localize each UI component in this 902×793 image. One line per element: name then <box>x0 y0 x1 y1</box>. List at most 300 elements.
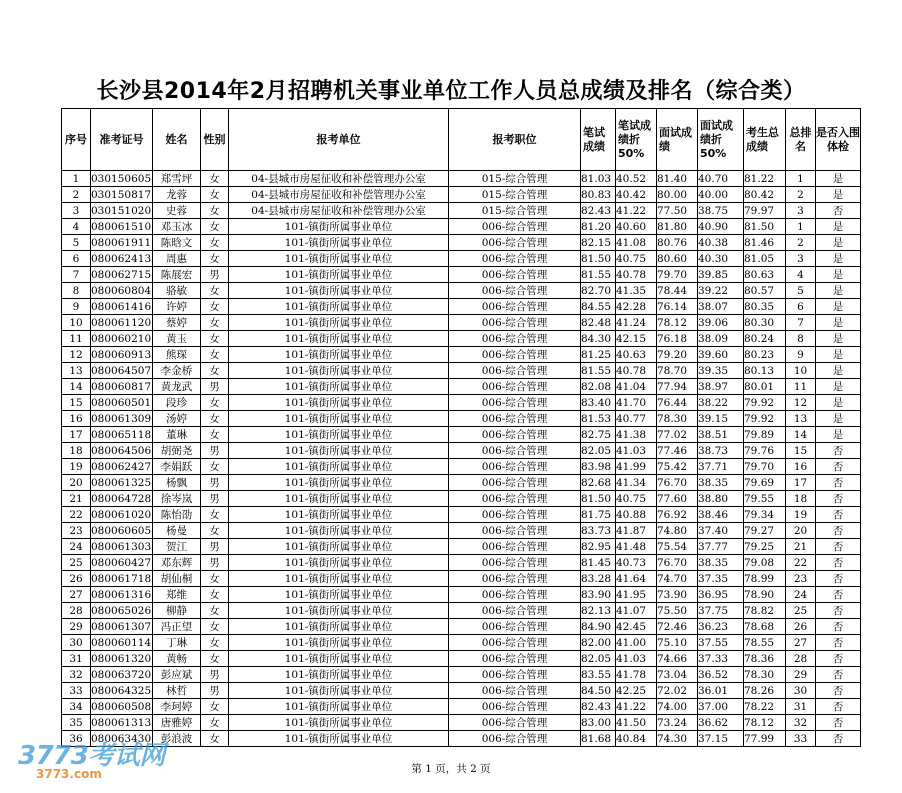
cell-seq: 2 <box>62 187 91 203</box>
cell-written-score: 82.13 <box>581 603 616 619</box>
cell-rank: 10 <box>786 363 816 379</box>
header-cell: 笔试成绩折50% <box>616 109 657 171</box>
cell-exam-number: 080061416 <box>91 300 152 313</box>
cell-physical-exam: 是 <box>816 363 861 379</box>
cell-written-50: 41.48 <box>616 539 657 555</box>
cell-gender: 女 <box>201 331 229 347</box>
cell-physical-exam: 是 <box>816 331 861 347</box>
cell-interview-score: 77.50 <box>657 203 698 219</box>
cell-seq: 16 <box>62 411 91 427</box>
table-row <box>62 395 861 411</box>
cell-written-score: 81.50 <box>581 491 616 507</box>
header-cell: 面试成绩折50% <box>698 109 744 171</box>
cell-interview-score: 77.94 <box>657 379 698 395</box>
cell-total-score: 80.01 <box>744 379 786 395</box>
cell-written-score: 83.98 <box>581 459 616 475</box>
cell-unit: 101-镇街所属事业单位 <box>229 619 449 635</box>
cell-total-score: 80.13 <box>744 363 786 379</box>
cell-seq: 17 <box>62 427 91 443</box>
cell-rank: 2 <box>786 235 816 251</box>
cell-total-score: 79.25 <box>744 539 786 555</box>
cell-rank: 27 <box>786 635 816 651</box>
cell-exam-number: 080060508 <box>91 700 152 713</box>
table-row <box>62 203 861 219</box>
cell-interview-50: 40.70 <box>698 171 744 187</box>
cell-physical-exam: 是 <box>816 283 861 299</box>
cell-name: 杨曼 <box>153 523 201 539</box>
header-cell: 报考单位 <box>229 109 449 171</box>
cell-name: 邓玉冰 <box>153 219 201 235</box>
cell-interview-50: 37.71 <box>698 459 744 475</box>
cell-interview-score: 76.44 <box>657 395 698 411</box>
cell-exam-number: 080062715 <box>91 268 152 281</box>
cell-written-score: 81.55 <box>581 363 616 379</box>
cell-interview-score: 72.46 <box>657 619 698 635</box>
table-row <box>62 171 861 187</box>
cell-total-score: 79.92 <box>744 411 786 427</box>
cell-written-50: 41.70 <box>616 395 657 411</box>
cell-interview-score: 73.90 <box>657 587 698 603</box>
cell-exam-number: 080062413 <box>91 252 152 265</box>
cell-position: 006-综合管理 <box>449 683 581 699</box>
cell-physical-exam: 否 <box>816 491 861 507</box>
cell-position: 006-综合管理 <box>449 395 581 411</box>
cell-rank: 29 <box>786 667 816 683</box>
cell-name: 郑维 <box>153 587 201 603</box>
cell-gender: 男 <box>201 443 229 459</box>
cell-total-score: 78.99 <box>744 571 786 587</box>
cell-gender: 男 <box>201 475 229 491</box>
cell-name: 陈怡劭 <box>153 507 201 523</box>
cell-written-score: 81.68 <box>581 731 616 747</box>
cell-written-50: 41.22 <box>616 699 657 715</box>
cell-position: 006-综合管理 <box>449 603 581 619</box>
cell-unit: 101-镇街所属事业单位 <box>229 267 449 283</box>
cell-interview-50: 37.75 <box>698 603 744 619</box>
table-row <box>62 651 861 667</box>
cell-unit: 101-镇街所属事业单位 <box>229 539 449 555</box>
cell-interview-score: 76.92 <box>657 507 698 523</box>
cell-interview-50: 40.00 <box>698 187 744 203</box>
cell-unit: 101-镇街所属事业单位 <box>229 347 449 363</box>
cell-interview-score: 74.00 <box>657 699 698 715</box>
cell-total-score: 79.97 <box>744 203 786 219</box>
header-cell: 笔试成绩 <box>581 109 616 171</box>
cell-interview-score: 76.14 <box>657 299 698 315</box>
cell-written-50: 40.60 <box>616 219 657 235</box>
table-row <box>62 315 861 331</box>
cell-interview-score: 80.76 <box>657 235 698 251</box>
cell-seq: 25 <box>62 555 91 571</box>
cell-seq: 6 <box>62 251 91 267</box>
cell-gender: 女 <box>201 235 229 251</box>
cell-physical-exam: 否 <box>816 603 861 619</box>
cell-written-score: 81.55 <box>581 267 616 283</box>
cell-interview-score: 75.54 <box>657 539 698 555</box>
cell-exam-number: 080064728 <box>91 492 152 505</box>
cell-total-score: 80.24 <box>744 331 786 347</box>
cell-total-score: 79.27 <box>744 523 786 539</box>
page-title: 长沙县2014年2月招聘机关事业单位工作人员总成绩及排名（综合类） <box>96 79 806 104</box>
results-table <box>61 108 861 747</box>
cell-exam-number: 080061303 <box>91 540 152 553</box>
cell-interview-50: 38.51 <box>698 427 744 443</box>
cell-exam-number: 080060501 <box>91 396 152 409</box>
cell-position: 006-综合管理 <box>449 475 581 491</box>
cell-seq: 35 <box>62 715 91 731</box>
cell-seq: 21 <box>62 491 91 507</box>
header-cell: 面试成绩 <box>657 109 698 171</box>
cell-interview-score: 77.02 <box>657 427 698 443</box>
cell-rank: 18 <box>786 491 816 507</box>
table-row <box>62 555 861 571</box>
cell-unit: 101-镇街所属事业单位 <box>229 379 449 395</box>
cell-interview-score: 80.60 <box>657 251 698 267</box>
cell-name: 林哲 <box>153 683 201 699</box>
cell-exam-number: 080060114 <box>91 636 152 649</box>
cell-interview-score: 76.18 <box>657 331 698 347</box>
cell-rank: 23 <box>786 571 816 587</box>
cell-written-score: 82.75 <box>581 427 616 443</box>
cell-interview-50: 36.62 <box>698 715 744 731</box>
cell-position: 006-综合管理 <box>449 347 581 363</box>
cell-interview-score: 75.50 <box>657 603 698 619</box>
cell-rank: 33 <box>786 731 816 747</box>
cell-total-score: 80.35 <box>744 299 786 315</box>
cell-position: 006-综合管理 <box>449 491 581 507</box>
cell-interview-50: 38.35 <box>698 555 744 571</box>
cell-seq: 24 <box>62 539 91 555</box>
cell-interview-score: 79.70 <box>657 267 698 283</box>
cell-physical-exam: 否 <box>816 715 861 731</box>
cell-physical-exam: 是 <box>816 411 861 427</box>
cell-unit: 101-镇街所属事业单位 <box>229 571 449 587</box>
cell-unit: 101-镇街所属事业单位 <box>229 235 449 251</box>
cell-physical-exam: 是 <box>816 395 861 411</box>
cell-position: 006-综合管理 <box>449 651 581 667</box>
cell-exam-number: 080062427 <box>91 460 152 473</box>
cell-gender: 女 <box>201 187 229 203</box>
header-cell: 是否入围体检 <box>816 109 861 171</box>
cell-gender: 男 <box>201 683 229 699</box>
cell-exam-number: 080060913 <box>91 348 152 361</box>
cell-interview-score: 78.30 <box>657 411 698 427</box>
cell-interview-50: 39.06 <box>698 315 744 331</box>
cell-exam-number: 080060210 <box>91 332 152 345</box>
cell-seq: 36 <box>62 731 91 747</box>
cell-unit: 101-镇街所属事业单位 <box>229 587 449 603</box>
cell-unit: 101-镇街所属事业单位 <box>229 251 449 267</box>
cell-name: 冯正望 <box>153 619 201 635</box>
table-row <box>62 635 861 651</box>
cell-gender: 女 <box>201 635 229 651</box>
cell-gender: 女 <box>201 699 229 715</box>
cell-name: 陈晗文 <box>153 235 201 251</box>
cell-total-score: 79.70 <box>744 459 786 475</box>
cell-written-score: 83.90 <box>581 587 616 603</box>
cell-physical-exam: 否 <box>816 523 861 539</box>
cell-position: 015-综合管理 <box>449 171 581 187</box>
watermark-logo-text: 3773考试网 <box>18 741 165 771</box>
cell-total-score: 78.68 <box>744 619 786 635</box>
table-row <box>62 619 861 635</box>
cell-seq: 11 <box>62 331 91 347</box>
cell-name: 黄龙武 <box>153 379 201 395</box>
cell-written-score: 81.50 <box>581 251 616 267</box>
cell-seq: 20 <box>62 475 91 491</box>
cell-total-score: 79.92 <box>744 395 786 411</box>
cell-gender: 女 <box>201 315 229 331</box>
table-row <box>62 731 861 747</box>
table-row <box>62 571 861 587</box>
cell-total-score: 79.08 <box>744 555 786 571</box>
cell-rank: 25 <box>786 603 816 619</box>
cell-rank: 13 <box>786 411 816 427</box>
cell-unit: 101-镇街所属事业单位 <box>229 331 449 347</box>
cell-written-score: 84.50 <box>581 683 616 699</box>
cell-exam-number: 080061316 <box>91 588 152 601</box>
cell-rank: 9 <box>786 347 816 363</box>
cell-total-score: 80.57 <box>744 283 786 299</box>
cell-written-50: 42.15 <box>616 331 657 347</box>
cell-unit: 101-镇街所属事业单位 <box>229 603 449 619</box>
cell-unit: 04-县城市房屋征收和补偿管理办公室 <box>229 171 449 187</box>
cell-gender: 男 <box>201 379 229 395</box>
cell-gender: 女 <box>201 571 229 587</box>
site-watermark <box>18 735 178 785</box>
cell-physical-exam: 是 <box>816 171 861 187</box>
cell-unit: 04-县城市房屋征收和补偿管理办公室 <box>229 187 449 203</box>
table-row <box>62 219 861 235</box>
cell-physical-exam: 是 <box>816 235 861 251</box>
cell-total-score: 80.42 <box>744 187 786 203</box>
cell-position: 006-综合管理 <box>449 667 581 683</box>
cell-gender: 男 <box>201 491 229 507</box>
cell-total-score: 77.99 <box>744 731 786 747</box>
cell-written-50: 41.03 <box>616 443 657 459</box>
cell-interview-50: 39.85 <box>698 267 744 283</box>
cell-seq: 27 <box>62 587 91 603</box>
cell-written-score: 82.48 <box>581 315 616 331</box>
cell-position: 006-综合管理 <box>449 619 581 635</box>
cell-seq: 13 <box>62 363 91 379</box>
cell-rank: 15 <box>786 443 816 459</box>
cell-interview-50: 38.07 <box>698 299 744 315</box>
cell-gender: 女 <box>201 203 229 219</box>
cell-seq: 31 <box>62 651 91 667</box>
cell-physical-exam: 否 <box>816 667 861 683</box>
cell-unit: 101-镇街所属事业单位 <box>229 731 449 747</box>
cell-physical-exam: 是 <box>816 187 861 203</box>
cell-interview-score: 76.70 <box>657 555 698 571</box>
cell-rank: 1 <box>786 171 816 187</box>
cell-name: 杨飘 <box>153 475 201 491</box>
cell-interview-50: 39.35 <box>698 363 744 379</box>
cell-gender: 女 <box>201 459 229 475</box>
cell-exam-number: 080061320 <box>91 652 152 665</box>
cell-exam-number: 080061307 <box>91 620 152 633</box>
cell-written-50: 41.95 <box>616 587 657 603</box>
cell-exam-number: 080060605 <box>91 524 152 537</box>
cell-written-score: 81.25 <box>581 347 616 363</box>
cell-seq: 26 <box>62 571 91 587</box>
cell-total-score: 78.36 <box>744 651 786 667</box>
cell-seq: 5 <box>62 235 91 251</box>
cell-interview-50: 38.46 <box>698 507 744 523</box>
table-row <box>62 347 861 363</box>
cell-seq: 34 <box>62 699 91 715</box>
cell-interview-50: 38.97 <box>698 379 744 395</box>
cell-interview-50: 38.22 <box>698 395 744 411</box>
cell-interview-score: 74.80 <box>657 523 698 539</box>
cell-name: 许婷 <box>153 299 201 315</box>
cell-total-score: 79.89 <box>744 427 786 443</box>
table-row <box>62 667 861 683</box>
page-footer: 第 1 页，共 2 页 <box>411 763 491 775</box>
table-row <box>62 411 861 427</box>
cell-total-score: 81.05 <box>744 251 786 267</box>
cell-written-50: 40.88 <box>616 507 657 523</box>
cell-physical-exam: 否 <box>816 539 861 555</box>
cell-rank: 11 <box>786 379 816 395</box>
cell-written-score: 83.55 <box>581 667 616 683</box>
cell-name: 胡仙桐 <box>153 571 201 587</box>
cell-interview-50: 36.95 <box>698 587 744 603</box>
cell-rank: 5 <box>786 283 816 299</box>
cell-interview-score: 80.00 <box>657 187 698 203</box>
cell-rank: 20 <box>786 523 816 539</box>
cell-rank: 2 <box>786 187 816 203</box>
cell-total-score: 78.55 <box>744 635 786 651</box>
cell-physical-exam: 否 <box>816 619 861 635</box>
cell-position: 006-综合管理 <box>449 523 581 539</box>
cell-name: 段珍 <box>153 395 201 411</box>
cell-written-score: 84.30 <box>581 331 616 347</box>
cell-position: 006-综合管理 <box>449 699 581 715</box>
cell-gender: 女 <box>201 219 229 235</box>
cell-interview-50: 39.22 <box>698 283 744 299</box>
cell-interview-50: 38.09 <box>698 331 744 347</box>
cell-position: 006-综合管理 <box>449 731 581 747</box>
table-row <box>62 507 861 523</box>
cell-gender: 女 <box>201 411 229 427</box>
table-row <box>62 443 861 459</box>
cell-name: 黄畅 <box>153 651 201 667</box>
cell-position: 006-综合管理 <box>449 459 581 475</box>
cell-exam-number: 080060427 <box>91 556 152 569</box>
cell-gender: 女 <box>201 427 229 443</box>
cell-name: 李金桥 <box>153 363 201 379</box>
cell-gender: 女 <box>201 651 229 667</box>
cell-rank: 30 <box>786 683 816 699</box>
cell-name: 彭浪波 <box>153 731 201 747</box>
cell-seq: 15 <box>62 395 91 411</box>
cell-seq: 3 <box>62 203 91 219</box>
cell-written-50: 42.28 <box>616 299 657 315</box>
table-row <box>62 283 861 299</box>
cell-total-score: 78.82 <box>744 603 786 619</box>
table-row <box>62 699 861 715</box>
cell-position: 015-综合管理 <box>449 203 581 219</box>
cell-written-50: 40.84 <box>616 731 657 747</box>
cell-exam-number: 080064506 <box>91 444 152 457</box>
cell-name: 黄玉 <box>153 331 201 347</box>
cell-physical-exam: 否 <box>816 507 861 523</box>
cell-interview-50: 37.33 <box>698 651 744 667</box>
cell-physical-exam: 是 <box>816 315 861 331</box>
cell-name: 周惠 <box>153 251 201 267</box>
cell-interview-score: 77.46 <box>657 443 698 459</box>
cell-gender: 女 <box>201 587 229 603</box>
cell-unit: 101-镇街所属事业单位 <box>229 219 449 235</box>
cell-exam-number: 080061325 <box>91 476 152 489</box>
cell-written-50: 42.45 <box>616 619 657 635</box>
watermark-url: 3773.com <box>36 767 102 781</box>
cell-position: 006-综合管理 <box>449 715 581 731</box>
cell-exam-number: 030150817 <box>91 188 152 201</box>
cell-total-score: 81.22 <box>744 171 786 187</box>
cell-rank: 22 <box>786 555 816 571</box>
cell-position: 006-综合管理 <box>449 587 581 603</box>
cell-position: 006-综合管理 <box>449 539 581 555</box>
cell-physical-exam: 是 <box>816 267 861 283</box>
cell-unit: 101-镇街所属事业单位 <box>229 443 449 459</box>
cell-seq: 9 <box>62 299 91 315</box>
table-row <box>62 427 861 443</box>
cell-seq: 18 <box>62 443 91 459</box>
table-body <box>62 171 861 747</box>
cell-written-50: 40.73 <box>616 555 657 571</box>
cell-exam-number: 080060804 <box>91 284 152 297</box>
table-row <box>62 491 861 507</box>
cell-physical-exam: 否 <box>816 699 861 715</box>
cell-gender: 女 <box>201 619 229 635</box>
cell-written-score: 82.15 <box>581 235 616 251</box>
table-row <box>62 459 861 475</box>
cell-interview-50: 37.77 <box>698 539 744 555</box>
cell-interview-score: 73.04 <box>657 667 698 683</box>
cell-position: 006-综合管理 <box>449 363 581 379</box>
cell-exam-number: 080063430 <box>91 732 152 745</box>
cell-rank: 3 <box>786 203 816 219</box>
cell-position: 015-综合管理 <box>449 187 581 203</box>
cell-unit: 101-镇街所属事业单位 <box>229 667 449 683</box>
cell-written-50: 41.08 <box>616 235 657 251</box>
cell-unit: 101-镇街所属事业单位 <box>229 299 449 315</box>
cell-gender: 女 <box>201 395 229 411</box>
cell-position: 006-综合管理 <box>449 283 581 299</box>
cell-written-50: 40.63 <box>616 347 657 363</box>
cell-written-score: 81.75 <box>581 507 616 523</box>
cell-rank: 12 <box>786 395 816 411</box>
cell-written-50: 41.04 <box>616 379 657 395</box>
cell-total-score: 79.34 <box>744 507 786 523</box>
cell-unit: 101-镇街所属事业单位 <box>229 507 449 523</box>
cell-written-score: 81.53 <box>581 411 616 427</box>
cell-name: 柳静 <box>153 603 201 619</box>
cell-physical-exam: 是 <box>816 427 861 443</box>
header-cell: 报考职位 <box>449 109 581 171</box>
cell-gender: 男 <box>201 555 229 571</box>
cell-interview-50: 37.00 <box>698 699 744 715</box>
cell-exam-number: 080060817 <box>91 380 152 393</box>
table-row <box>62 187 861 203</box>
cell-seq: 23 <box>62 523 91 539</box>
cell-position: 006-综合管理 <box>449 427 581 443</box>
cell-written-score: 80.83 <box>581 187 616 203</box>
cell-seq: 8 <box>62 283 91 299</box>
cell-exam-number: 080061309 <box>91 412 152 425</box>
